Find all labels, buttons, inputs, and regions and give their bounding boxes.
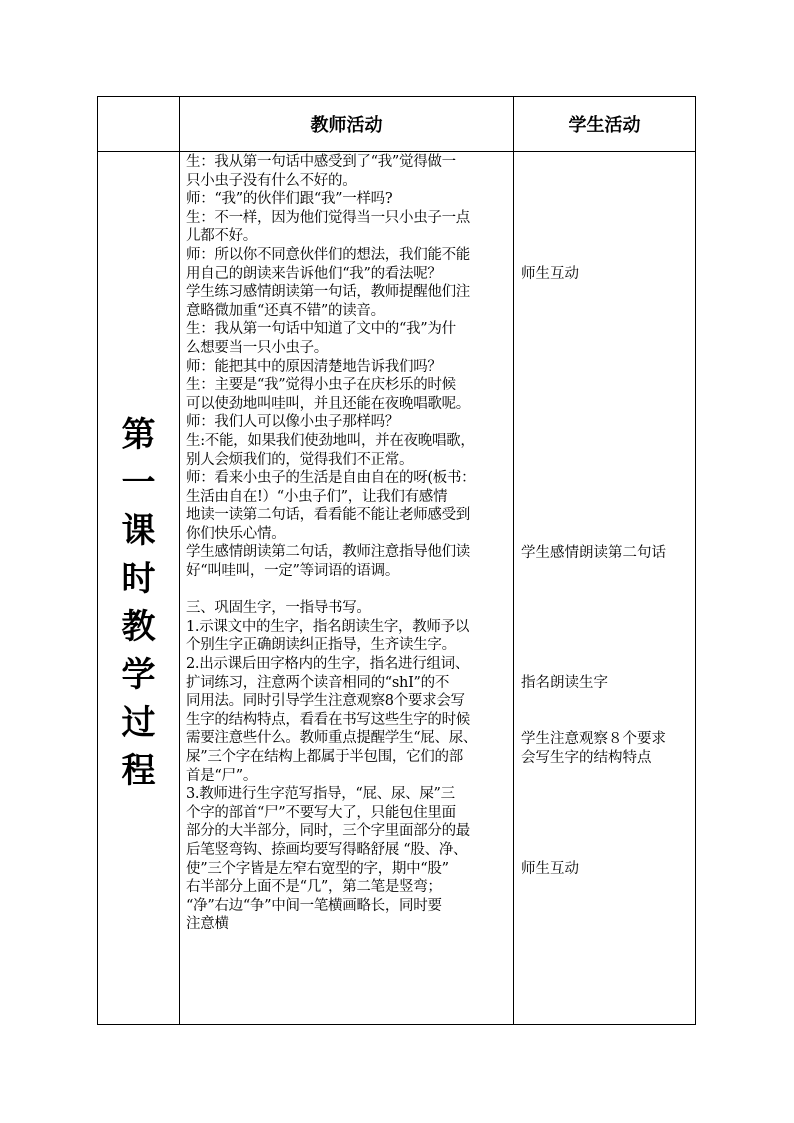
table-header-row [98, 97, 696, 152]
student-activity-cell [514, 152, 696, 1025]
teacher-text-line: 2.出示课后田字格内的生字，指名进行组词、 [186, 656, 470, 673]
student-activity-header: 学生活动 [514, 97, 696, 152]
teacher-text-line: 使”三个字皆是左窄右宽型的字，期中“股” [186, 860, 449, 877]
teacher-text-line: 个字的部首“尸”不要写大了，只能包住里面 [186, 804, 456, 821]
student-activity-note: 指名朗读生字 [521, 675, 608, 692]
teacher-text-line: 师：能把其中的原因清楚地告诉我们吗？ [186, 358, 442, 375]
teacher-text-line: 同用法。同时引导学生注意观察8个要求会写 [186, 693, 465, 710]
teacher-text-line: 师：看来小虫子的生活是自由自在的呀(板书： [186, 470, 476, 487]
teacher-text-line: 需要注意些什么。教师重点提醒学生“屁、尿、 [186, 730, 478, 747]
side-title-char: 一 [121, 463, 156, 503]
content-row [98, 152, 696, 1025]
teacher-activity-cell [180, 152, 514, 1025]
teacher-text-line: 意略微加重“还真不错”的读音。 [186, 302, 385, 319]
teacher-text-line: 部分的大半部分，同时，三个字里面部分的最 [186, 823, 470, 840]
teacher-activity-text [180, 152, 513, 934]
student-activity-note: 师生互动 [521, 265, 579, 282]
student-activity-note: 会写生字的结构特点 [521, 749, 652, 766]
teacher-text-line: 生:不能，如果我们使劲地叫，并在夜晚唱歌， [186, 432, 475, 449]
teacher-text-line: 生字的结构特点，看看在书写这些生字的时候 [186, 711, 470, 728]
teacher-text-line: 学生练习感情朗读第一句话，教师提醒他们注 [186, 284, 470, 301]
teacher-text-line: 右半部分上面不是“几”，第二笔是竖弯； [186, 879, 442, 896]
side-title-char: 教 [121, 607, 156, 647]
teacher-text-line: 屎”三个字在结构上都属于半包围，它们的部 [186, 749, 463, 765]
teacher-text-line: 扩词练习，注意两个读音相同的“shI”的不 [186, 674, 450, 691]
teacher-text-line: 生活由自在!）“小虫子们”，让我们有感情 [186, 488, 448, 505]
side-title-char: 程 [121, 751, 156, 791]
teacher-text-line: 儿都不好。 [186, 228, 257, 245]
teacher-text-line: 可以使劲地叫哇叫，并且还能在夜晚唱歌呢。 [186, 395, 470, 412]
teacher-text-line: 学生感情朗读第二句话，教师注意指导他们读 [186, 544, 470, 561]
teacher-text-line: 个别生字正确朗读纠正指导，生齐读生字。 [186, 637, 456, 654]
teacher-text-line: “净”右边“争”中间一笔横画略长，同时要 [186, 897, 442, 914]
teacher-text-line: 地读一读第二句话，看看能不能让老师感受到 [186, 507, 470, 524]
side-title-char: 第 [121, 415, 156, 455]
side-title [98, 415, 179, 791]
lesson-table [97, 96, 696, 1025]
teacher-text-line: 注意横 [186, 916, 229, 933]
side-title-char: 学 [121, 655, 156, 695]
teacher-text-line [180, 581, 513, 600]
teacher-text-line: 生：我从第一句话中感受到了“我”觉得做一 [186, 154, 456, 170]
teacher-text-line: 别人会烦我们的，觉得我们不正常。 [186, 451, 414, 468]
side-title-cell [98, 152, 180, 1025]
teacher-text-line: 只小虫子没有什么不好的。 [186, 172, 357, 189]
teacher-text-line: 生：主要是“我”觉得小虫子在庆杉乐的时候 [186, 377, 456, 394]
teacher-text-line: 师：“我”的伙伴们跟“我”一样吗? [186, 191, 393, 208]
teacher-text-line: 首是“尸”。 [186, 767, 258, 784]
student-activity-note: 学生注意观察８个要求 [521, 730, 666, 747]
teacher-text-line: 后笔竖弯钩、捺画均要写得略舒展 “股、净、 [186, 841, 468, 858]
side-title-char: 过 [121, 703, 156, 743]
teacher-text-line: 生：不一样，因为他们觉得当一只小虫子一点 [186, 209, 470, 226]
teacher-text-line: 三、巩固生字，一指导书写。 [186, 600, 371, 617]
student-activity-note: 学生感情朗读第二句话 [521, 544, 666, 561]
teacher-text-line: 生：我从第一句话中知道了文中的“我”为什 [186, 321, 456, 338]
side-title-char: 课 [121, 511, 156, 551]
teacher-text-line: 师：所以你不同意伙伴们的想法，我们能不能 [186, 246, 470, 263]
teacher-activity-header: 教师活动 [180, 97, 514, 152]
teacher-text-line: 用自己的朗读来告诉他们“我”的看法呢？ [186, 265, 442, 282]
teacher-text-line: 3.教师进行生字范写指导，“屁、尿、屎”三 [186, 786, 455, 803]
corner-cell [98, 97, 180, 152]
teacher-text-line: 好“叫哇叫，一定”等词语的语调。 [186, 563, 400, 580]
teacher-text-line: 你们快乐心情。 [186, 525, 286, 542]
teacher-text-line: 师：我们人可以像小虫子那样吗？ [186, 414, 399, 431]
side-title-char: 时 [121, 559, 156, 599]
student-activity-note: 师生互动 [521, 861, 579, 878]
teacher-text-line: 么想要当一只小虫子。 [186, 339, 328, 356]
teacher-text-line: 1.示课文中的生字，指名朗读生字，教师予以 [186, 618, 470, 635]
